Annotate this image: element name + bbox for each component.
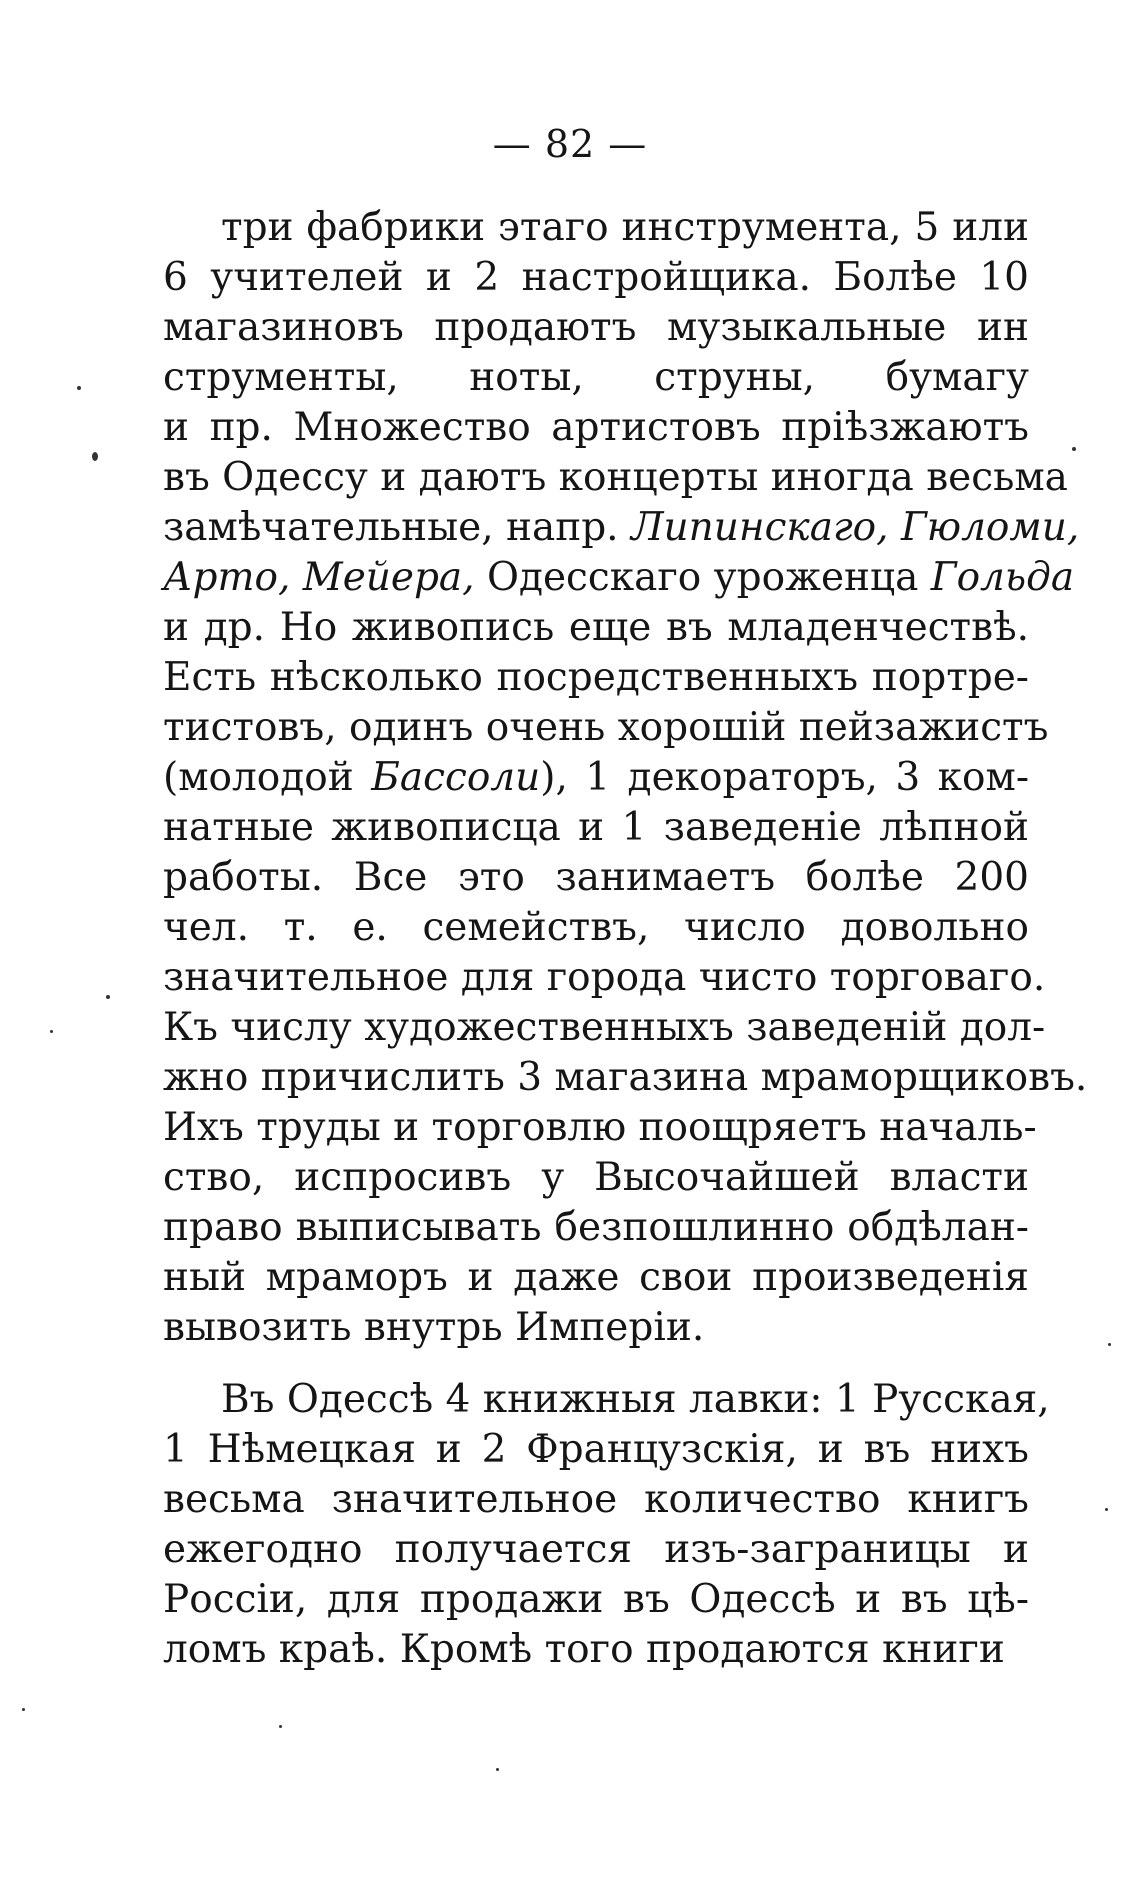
paragraph-gap <box>163 1353 1029 1375</box>
italic-name: Липинскаго, Гюломи, <box>630 505 1080 550</box>
text-run: тистовъ, одинъ очень хорошій пейзажистъ <box>163 705 1049 750</box>
scan-speck <box>279 1725 282 1728</box>
text-run: струменты, ноты, струны, бумагу <box>163 355 1029 400</box>
text-run: Къ числу художественныхъ заведеній дол- <box>163 1005 1046 1050</box>
text-run: весьма значительное количество книгъ <box>163 1477 1029 1522</box>
text-line <box>163 603 1029 653</box>
text-run: Есть нѣсколько посредственныхъ портре- <box>163 655 1029 700</box>
text-run: и пр. Множество артистовъ пріѣзжаютъ <box>163 405 1029 450</box>
text-line <box>163 703 1049 753</box>
text-run: ), 1 декораторъ, 3 ком- <box>540 755 1030 800</box>
scan-speck <box>1072 447 1076 451</box>
text-run: Ихъ труды и торговлю поощряетъ началь- <box>163 1105 1037 1150</box>
text-run: Одесскаго уроженца <box>474 555 931 600</box>
text-run: 1 Нѣмецкая и 2 Французскія, и въ нихъ <box>163 1427 1029 1472</box>
text-line <box>163 1203 1029 1253</box>
text-run: жно причислить 3 магазина мраморщиковъ. <box>163 1055 1088 1100</box>
text-line <box>163 303 1029 353</box>
text-line <box>163 453 1068 503</box>
page-number: — 82 — <box>492 122 648 166</box>
text-run: Россіи, для продажи въ Одессѣ и въ цѣ- <box>163 1577 1029 1622</box>
text-run: Въ Одессѣ 4 книжныя лавки: 1 Русская, <box>221 1377 1050 1422</box>
text-line <box>163 1303 1029 1353</box>
italic-name: Бассоли <box>371 755 541 800</box>
text-run: магазиновъ продаютъ музыкальные ин <box>163 305 1029 350</box>
text-run: значительное для города чисто торговаго. <box>163 955 1046 1000</box>
scan-speck <box>50 1030 53 1033</box>
text-line <box>163 803 1029 853</box>
text-line <box>163 253 1029 303</box>
text-line <box>163 653 1029 703</box>
text-run: натные живописца и 1 заведеніе лѣпной <box>163 805 1029 850</box>
text-run: ный мраморъ и даже свои произведенія <box>163 1255 1029 1300</box>
scan-speck <box>106 995 110 999</box>
italic-name: Арто, Мейера, <box>163 555 475 600</box>
scan-speck <box>22 1708 25 1711</box>
scan-speck <box>1108 1343 1111 1346</box>
scan-speck <box>77 386 81 390</box>
text-line <box>163 353 1029 403</box>
text-run: ство, испросивъ у Высочайшей власти <box>163 1155 1029 1200</box>
scan-speck <box>92 452 98 461</box>
text-line <box>163 403 1029 453</box>
text-run: ломъ краѣ. Кромѣ того продаются книги <box>163 1627 1005 1672</box>
text-run: три фабрики этаго инструмента, 5 или <box>221 205 1029 250</box>
italic-name: Гольда <box>930 555 1075 600</box>
scan-speck <box>1105 1508 1108 1511</box>
text-line <box>163 953 1046 1003</box>
body-text <box>163 203 1088 1675</box>
text-line <box>163 1103 1037 1153</box>
text-run: право выписывать безпошлинно обдѣлан- <box>163 1205 1029 1250</box>
text-line <box>163 1253 1029 1303</box>
text-line <box>163 1475 1029 1525</box>
paragraph-1 <box>163 203 1088 1353</box>
text-run: въ Одессу и даютъ концерты иногда весьма <box>163 455 1068 500</box>
scan-speck <box>496 1768 499 1771</box>
text-line <box>163 203 1029 253</box>
text-run: работы. Все это занимаетъ болѣе 200 <box>163 855 1029 900</box>
text-line <box>163 1375 1050 1425</box>
text-run: 6 учителей и 2 настройщика. Болѣе 10 <box>163 255 1029 300</box>
text-run: чел. т. е. семействъ, число довольно <box>163 905 1029 950</box>
text-run: и др. Но живопись еще въ младенчествѣ. <box>163 605 1029 650</box>
text-line <box>163 1003 1046 1053</box>
text-line <box>163 1525 1029 1575</box>
text-line <box>163 1425 1029 1475</box>
text-line <box>163 903 1029 953</box>
text-line <box>163 553 1075 603</box>
text-line <box>163 1153 1029 1203</box>
text-line <box>163 503 1080 553</box>
text-run: вывозить внутрь Имперіи. <box>163 1305 705 1350</box>
text-run: ежегодно получается изъ-заграницы и <box>163 1527 1029 1572</box>
text-run: (молодой <box>163 755 372 800</box>
paragraph-2 <box>163 1375 1050 1675</box>
text-line <box>163 1625 1029 1675</box>
text-line <box>163 1575 1029 1625</box>
text-run: замѣчательные, напр. <box>163 505 631 550</box>
text-line <box>163 753 1029 803</box>
text-line <box>163 1053 1088 1103</box>
text-line <box>163 853 1029 903</box>
